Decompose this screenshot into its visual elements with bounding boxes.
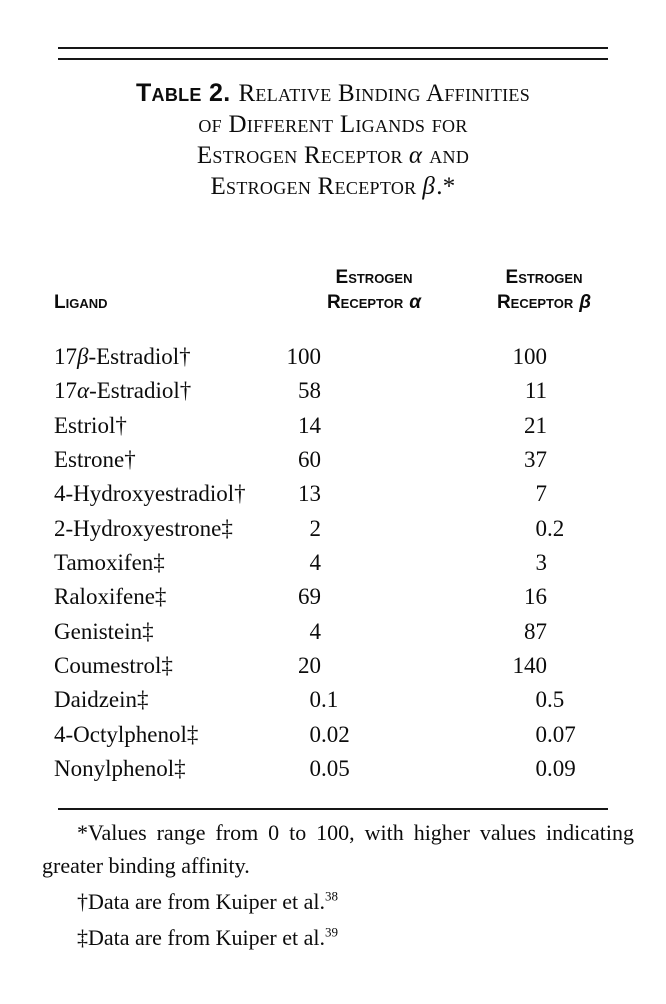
footnote-reference-number: 39 (325, 924, 338, 940)
table-row (0, 718, 666, 752)
er-alpha-value: 0 .05 (309, 756, 350, 782)
table-number-label: Table 2. (135, 79, 231, 107)
header-line: Estrogen (335, 267, 413, 288)
er-alpha-value: 60 (298, 447, 321, 473)
er-alpha-value: 0 .1 (309, 687, 339, 713)
er-beta-value: 140 (512, 653, 547, 679)
table-top-rule (58, 47, 608, 60)
table-row (0, 340, 666, 374)
table-row (0, 374, 666, 408)
title-text: Estrogen Receptor (196, 142, 403, 169)
ligand-name: Daidzein‡ (54, 687, 149, 713)
beta-symbol: β (422, 173, 436, 200)
er-alpha-value: 58 (298, 378, 321, 404)
title-line-2: of Different Ligands for (198, 111, 468, 138)
er-alpha-value: 4 (309, 550, 321, 576)
er-beta-value: 16 (524, 584, 547, 610)
ligand-name: Coumestrol‡ (54, 653, 173, 679)
ligand-name: 2-Hydroxyestrone‡ (54, 515, 233, 541)
title-line-3 (58, 140, 608, 171)
footnote-reference-number: 38 (325, 888, 338, 904)
er-alpha-value: 13 (298, 481, 321, 507)
er-beta-value: 0 .09 (535, 756, 576, 782)
ligand-name: Genistein‡ (54, 618, 154, 644)
footnote-asterisk-marker: .* (436, 173, 456, 200)
alpha-symbol: α (408, 142, 423, 169)
er-alpha-value: 2 (309, 515, 321, 541)
ligand-name: 4-Hydroxyestradiol† (54, 481, 246, 507)
table-row (0, 409, 666, 443)
binding-table-body (0, 340, 666, 786)
er-alpha-value: 20 (298, 653, 321, 679)
er-beta-value: 7 (535, 481, 547, 507)
table-title (58, 78, 608, 202)
table-row (0, 752, 666, 786)
ligand-name: Estrone† (54, 447, 136, 473)
table-row (0, 683, 666, 717)
er-beta-value: 87 (524, 618, 547, 644)
header-text: Receptor (496, 292, 574, 313)
er-beta-value: 0 .2 (535, 515, 565, 541)
title-line-1 (58, 78, 608, 109)
column-header-ligand: Ligand (54, 292, 108, 313)
er-beta-value: 11 (524, 378, 547, 404)
footnotes (42, 816, 634, 957)
table-row (0, 546, 666, 580)
table-row (0, 477, 666, 511)
table-row (0, 580, 666, 614)
er-alpha-value: 4 (309, 618, 321, 644)
table-row (0, 443, 666, 477)
column-header-er-beta (434, 265, 654, 315)
footnote: †Data are from Kuiper et al.$^{38}$ (77, 888, 338, 914)
beta-symbol: β (579, 292, 592, 313)
footnote-rule (58, 808, 608, 810)
er-beta-value: 0 .07 (535, 721, 576, 747)
ligand-name: Raloxifene‡ (54, 584, 167, 610)
header-line (434, 290, 654, 315)
footnote: ‡Data are from Kuiper et al.$^{39}$ (77, 924, 338, 950)
er-alpha-value: 69 (298, 584, 321, 610)
footnote-marker: † (77, 889, 88, 914)
ligand-name: Tamoxifen‡ (54, 550, 165, 576)
footnote-marker: ‡ (77, 925, 88, 950)
table-row (0, 512, 666, 546)
ligand-name: 4-Octylphenol‡ (54, 721, 199, 747)
title-text: and (429, 142, 470, 169)
table-row (0, 615, 666, 649)
title-text: Relative Binding Affinities (238, 80, 531, 107)
er-alpha-value: 14 (298, 412, 321, 438)
footnote: *Values range from 0 to 100, with higher values indicating greater binding affinity. (42, 820, 634, 878)
title-line-4 (58, 171, 608, 202)
er-beta-value: 0 .5 (535, 687, 565, 713)
er-alpha-value: 100 (286, 344, 321, 369)
footnote-marker: * (77, 820, 88, 845)
er-beta-value: 3 (535, 550, 547, 576)
table-row (0, 649, 666, 683)
ligand-name: 17β-Estradiol† (54, 344, 191, 369)
header-text: Receptor (326, 292, 404, 313)
ligand-name: Estriol† (54, 412, 127, 438)
alpha-symbol: α (409, 292, 422, 313)
ligand-name: 17α-Estradiol† (54, 378, 192, 404)
title-text: Estrogen Receptor (210, 173, 417, 200)
header-line: Estrogen (505, 267, 583, 288)
er-beta-value: 37 (524, 447, 547, 473)
er-alpha-value: 0 .02 (309, 721, 350, 747)
er-beta-value: 100 (512, 344, 547, 369)
ligand-name: Nonylphenol‡ (54, 756, 186, 782)
er-beta-value: 21 (524, 412, 547, 438)
